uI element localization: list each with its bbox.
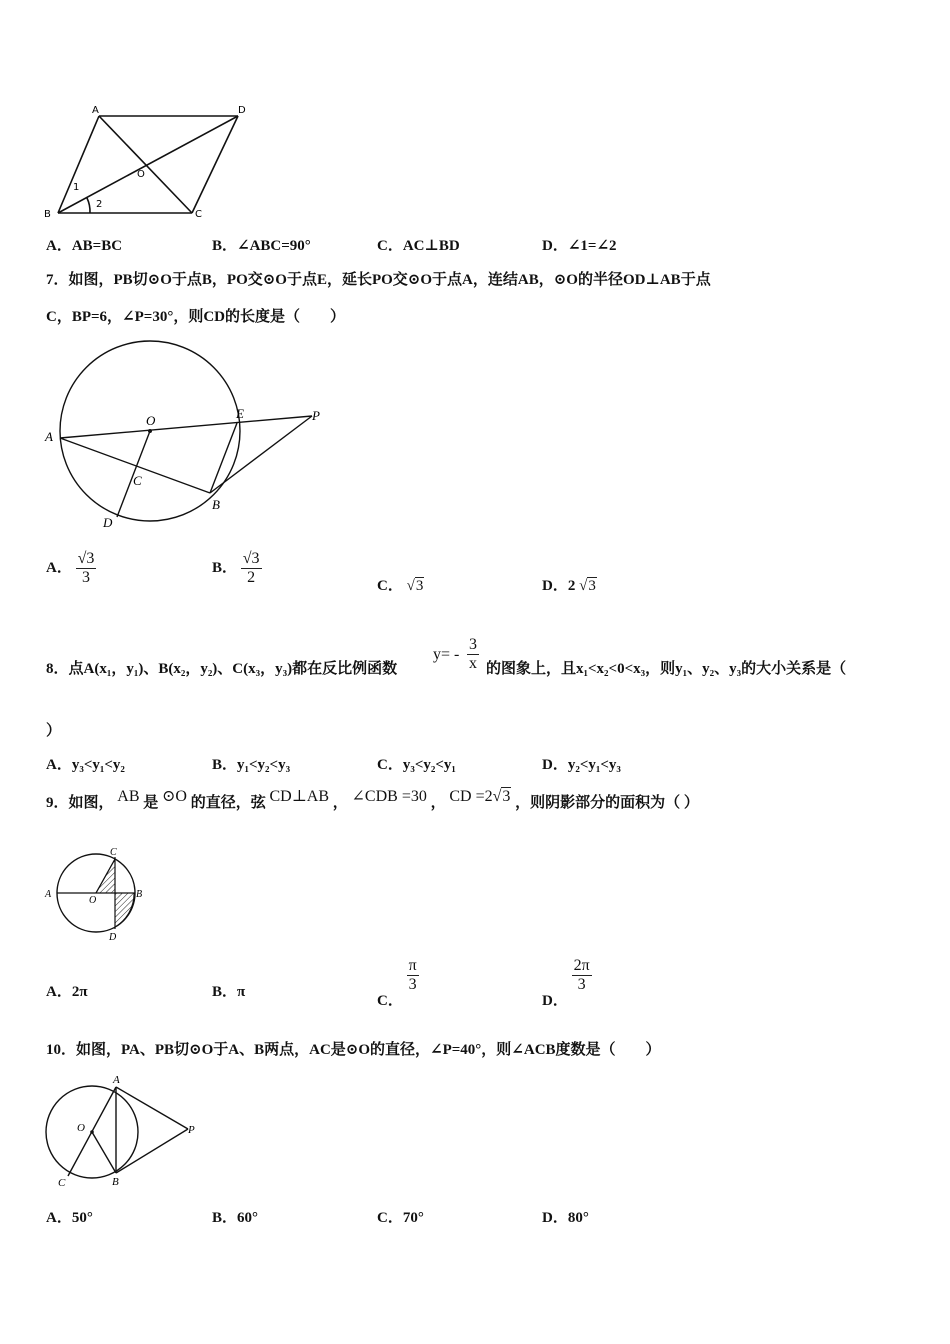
q7-label-p: P xyxy=(312,408,320,423)
fraction-denominator: 3 xyxy=(577,976,586,993)
option-text: AC⊥BD xyxy=(402,238,460,254)
option-fraction xyxy=(572,957,592,994)
option-text: y₁<y₂<y₃ xyxy=(237,757,291,773)
option-text: 60° xyxy=(237,1210,259,1226)
q8-function-lhs: y= - xyxy=(433,646,460,663)
q9-math-cd-perp-ab: CD⊥AB xyxy=(269,788,329,805)
option-text: 80° xyxy=(567,1210,589,1226)
fraction-numerator: 3 xyxy=(469,636,477,653)
fraction-denominator: 2 xyxy=(247,569,256,586)
q7-question-line1: 7．如图，PB切⊙O于点B，PO交⊙O于点E，延长PO交⊙O于点A，连结AB，⊙O的半径OD⊥AB于点 xyxy=(46,272,711,288)
sqrt-radicand: 3 xyxy=(502,788,511,805)
q9-text-part: ，则阴影部分的面积为（ ） xyxy=(515,795,699,811)
option-letter: D． xyxy=(542,1210,568,1226)
q9-option-b xyxy=(212,982,245,1002)
option-sqrt: √3 xyxy=(406,578,424,594)
q9-option-a xyxy=(46,982,88,1002)
q9-shaded-circle-figure xyxy=(40,845,150,945)
q7-option-b xyxy=(212,550,262,587)
q9-question-line xyxy=(46,788,699,813)
q9-option-c xyxy=(377,957,419,1009)
q6-label-angle2: 2 xyxy=(96,199,103,210)
q8-option-d xyxy=(542,755,621,775)
option-letter: C． xyxy=(377,238,403,254)
fraction-denominator: 3 xyxy=(81,569,90,586)
option-letter: C． xyxy=(377,578,403,594)
option-text: 50° xyxy=(71,1210,93,1226)
fraction-denominator: x xyxy=(469,655,477,672)
fraction-numerator: √3 xyxy=(242,550,260,567)
q8-question-line2: ） xyxy=(46,723,62,739)
sqrt-radicand: 3 xyxy=(415,578,424,594)
q7-label-d: D xyxy=(103,515,113,530)
option-letter: C． xyxy=(377,1210,403,1226)
option-text: y₃<y₁<y₂ xyxy=(71,757,125,773)
option-letter: B． xyxy=(212,757,238,773)
option-letter: B． xyxy=(212,559,238,576)
q6-label-o: O xyxy=(137,169,145,180)
option-fraction xyxy=(407,957,419,994)
q7-label-o: O xyxy=(146,413,156,428)
q9-math-cd-length xyxy=(449,788,511,805)
q9-text-part: ， xyxy=(332,795,348,811)
q8-function-fraction xyxy=(467,636,479,673)
q10-question-line: 10．如图，PA、PB切⊙O于A、B两点，AC是⊙O的直径，∠P=40°，则∠ACB度数是（ ） xyxy=(46,1042,661,1058)
q9-label-c: C xyxy=(110,847,117,858)
q8-option-b xyxy=(212,755,290,775)
q9-text-part: 的直径，弦 xyxy=(190,795,266,811)
q7-question-line2: C，BP=6，∠P=30°，则CD的长度是（ ） xyxy=(46,309,345,325)
q9-label-b: B xyxy=(136,889,143,900)
q10-label-p: P xyxy=(188,1124,195,1136)
q9-math-cd-prefix: CD =2 xyxy=(449,788,493,805)
option-letter: B． xyxy=(212,238,238,254)
q10-label-c: C xyxy=(58,1177,66,1189)
q8-option-a xyxy=(46,755,125,775)
q6-label-c: C xyxy=(195,209,202,220)
fraction-numerator: π xyxy=(408,957,417,974)
fraction-numerator: 2π xyxy=(573,957,590,974)
q6-label-a: A xyxy=(92,105,99,116)
q8-question-suffix: 的图象上，且x₁<x₂<0<x₃，则y₁、y₂、y₃的大小关系是（ xyxy=(486,661,847,677)
q9-text-part: 9．如图， xyxy=(46,795,114,811)
q9-text-part: 是 xyxy=(143,795,159,811)
option-letter: C． xyxy=(377,992,403,1009)
option-coefficient: 2 xyxy=(567,578,576,594)
q9-label-d: D xyxy=(109,932,117,943)
option-text: ∠ABC=90° xyxy=(237,238,311,254)
option-letter: A． xyxy=(46,757,72,773)
option-letter: D． xyxy=(542,238,568,254)
option-letter: A． xyxy=(46,559,72,576)
q8-question-line1 xyxy=(46,659,397,679)
option-letter: D． xyxy=(542,992,568,1009)
q9-text-part: ， xyxy=(430,795,446,811)
q7-label-a: A xyxy=(45,429,53,444)
q7-circle-tangent-figure xyxy=(40,340,330,535)
q6-parallelogram-figure xyxy=(40,100,260,225)
q9-math-angle-cdb: ∠CDB =30 xyxy=(351,788,427,805)
option-letter: D． xyxy=(542,757,568,773)
option-fraction xyxy=(241,550,262,587)
option-letter: B． xyxy=(212,1210,238,1226)
q10-option-d xyxy=(542,1208,589,1228)
sqrt-radicand: 3 xyxy=(588,578,596,594)
option-text: 2π xyxy=(71,984,88,1000)
q10-option-a xyxy=(46,1208,93,1228)
option-text: π xyxy=(237,984,246,1000)
q10-label-o: O xyxy=(77,1122,85,1134)
q9-label-o: O xyxy=(89,895,97,906)
q8-option-c xyxy=(377,755,456,775)
option-fraction xyxy=(76,550,97,587)
fraction-numerator: √3 xyxy=(77,550,95,567)
q7-label-b: B xyxy=(212,497,220,512)
option-text: y₃<y₂<y₁ xyxy=(402,757,456,773)
q7-label-c: C xyxy=(133,473,142,488)
q7-option-c xyxy=(377,576,424,596)
option-text: 70° xyxy=(402,1210,424,1226)
option-letter: B． xyxy=(212,984,238,1000)
q9-math-sqrt: √3 xyxy=(492,788,511,805)
option-letter: D． xyxy=(542,578,568,594)
q6-option-b xyxy=(212,236,311,256)
q6-label-d: D xyxy=(238,105,246,116)
q10-option-b xyxy=(212,1208,258,1228)
option-letter: C． xyxy=(377,757,403,773)
option-sqrt: √3 xyxy=(579,578,596,594)
fraction-denominator: 3 xyxy=(408,976,417,993)
q10-label-b: B xyxy=(112,1176,119,1188)
q9-label-a: A xyxy=(45,889,52,900)
q6-option-d xyxy=(542,236,617,256)
q8-mid-text: 都在反比例函数 xyxy=(292,661,398,677)
q9-math-circle-o: ⊙O xyxy=(162,788,187,805)
q6-label-b: B xyxy=(44,209,51,220)
option-text: ∠1=∠2 xyxy=(567,238,617,254)
q9-option-d xyxy=(542,957,592,1009)
q6-option-c xyxy=(377,236,460,256)
option-text: y₂<y₁<y₃ xyxy=(567,757,621,773)
q7-option-d xyxy=(542,576,597,596)
q7-option-a xyxy=(46,550,96,587)
q10-option-c xyxy=(377,1208,424,1228)
option-letter: A． xyxy=(46,1210,72,1226)
q6-label-angle1: 1 xyxy=(73,182,80,193)
option-text: AB=BC xyxy=(71,238,123,254)
q6-option-a xyxy=(46,236,122,256)
q8-points-text: 8．点A(x₁，y₁)、B(x₂，y₂)、C(x₃，y₃) xyxy=(46,661,293,677)
q10-label-a: A xyxy=(113,1074,120,1086)
q10-tangent-circle-figure xyxy=(40,1072,205,1192)
q7-label-e: E xyxy=(236,406,244,421)
option-letter: A． xyxy=(46,984,72,1000)
q9-math-ab: AB xyxy=(117,788,140,805)
option-letter: A． xyxy=(46,238,72,254)
